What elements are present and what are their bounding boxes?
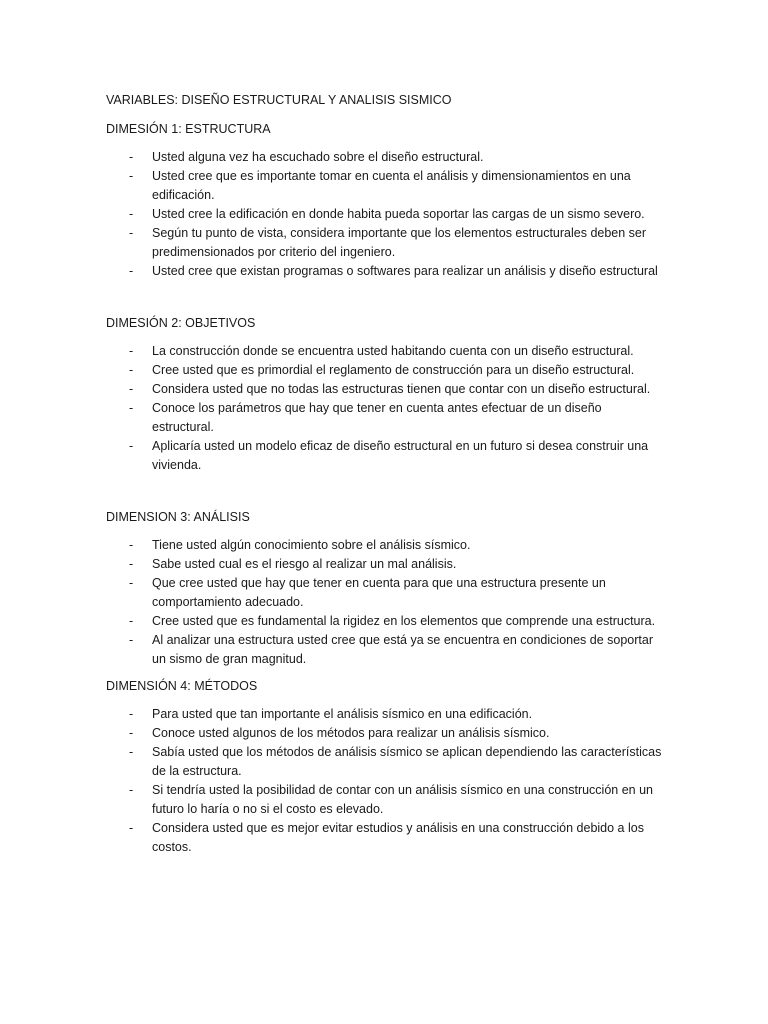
bullet-dash: -	[129, 538, 134, 552]
section-spacer	[106, 475, 706, 508]
section-heading-analisis: DIMENSION 3: ANÁLISIS	[106, 510, 250, 524]
document-title: VARIABLES: DISEÑO ESTRUCTURAL Y ANALISIS SISMICO	[106, 93, 452, 107]
list-item: - Conoce los parámetros que hay que tener en cuenta antes efectuar de un diseño estructural.	[129, 401, 602, 434]
bullet-dash: -	[129, 150, 134, 164]
list-item: - La construcción donde se encuentra usted habitando cuenta con un diseño estructural.	[106, 342, 706, 361]
section-heading-metodos: DIMENSIÓN 4: MÉTODOS	[106, 679, 258, 693]
bullet-dash: -	[129, 169, 134, 183]
bullet-dash: -	[129, 821, 134, 835]
question-list-estructura	[106, 148, 706, 281]
list-item: - Según tu punto de vista, considera importante que los elementos estructurales deben ser predimensionados por criterio del ingeniero.	[129, 226, 647, 259]
question-list-analisis	[106, 536, 706, 669]
section-spacer	[106, 281, 706, 314]
question-list-metodos	[106, 705, 706, 857]
bullet-dash: -	[129, 226, 134, 240]
document-page	[106, 91, 706, 857]
section-heading-estructura: DIMESIÓN 1: ESTRUCTURA	[106, 122, 271, 136]
bullet-dash: -	[129, 576, 134, 590]
list-item: - Sabía usted que los métodos de análisis sísmico se aplican dependiendo las características de la estructura.	[129, 745, 662, 778]
list-item: - Si tendría usted la posibilidad de contar con un análisis sísmico en una construcción en un futuro lo haría o no si el costo es elevado.	[129, 783, 653, 816]
list-item: - Usted cree que existan programas o softwares para realizar un análisis y diseño estructural	[106, 262, 706, 281]
bullet-dash: -	[129, 207, 134, 221]
list-item: - Considera usted que es mejor evitar estudios y análisis en una construcción debido a los costos.	[129, 821, 644, 854]
list-item: - Que cree usted que hay que tener en cuenta para que una estructura presente un comportamiento adecuado.	[129, 576, 606, 609]
list-item: - Cree usted que es primordial el reglamento de construcción para un diseño estructural.	[106, 361, 706, 380]
bullet-dash: -	[129, 439, 134, 453]
bullet-dash: -	[129, 401, 134, 415]
list-item: - Usted cree la edificación en donde habita pueda soportar las cargas de un sismo severo.	[106, 205, 706, 224]
bullet-dash: -	[129, 745, 134, 759]
bullet-dash: -	[129, 344, 134, 358]
list-item: - Para usted que tan importante el análisis sísmico en una edificación.	[106, 705, 706, 724]
list-item: - Considera usted que no todas las estructuras tienen que contar con un diseño estructural.	[106, 380, 706, 399]
section-heading-objetivos: DIMESIÓN 2: OBJETIVOS	[106, 316, 256, 330]
list-item: - Usted cree que es importante tomar en cuenta el análisis y dimensionamientos en una edificación.	[129, 169, 631, 202]
section-spacer	[106, 669, 706, 677]
bullet-dash: -	[129, 783, 134, 797]
list-item: - Sabe usted cual es el riesgo al realizar un mal análisis.	[106, 555, 706, 574]
bullet-dash: -	[129, 264, 134, 278]
list-item: - Usted alguna vez ha escuchado sobre el diseño estructural.	[106, 148, 706, 167]
bullet-dash: -	[129, 382, 134, 396]
list-item: - Cree usted que es fundamental la rigidez en los elementos que comprende una estructura.	[106, 612, 706, 631]
question-list-objetivos	[106, 342, 706, 475]
bullet-dash: -	[129, 726, 134, 740]
bullet-dash: -	[129, 614, 134, 628]
list-item: - Al analizar una estructura usted cree que está ya se encuentra en condiciones de soportar un sismo de gran magnitud.	[129, 633, 654, 666]
list-item: - Conoce usted algunos de los métodos para realizar un análisis sísmico.	[106, 724, 706, 743]
bullet-dash: -	[129, 557, 134, 571]
bullet-dash: -	[129, 707, 134, 721]
bullet-dash: -	[129, 633, 134, 647]
list-item: - Aplicaría usted un modelo eficaz de diseño estructural en un futuro si desea construir una vivienda.	[129, 439, 649, 472]
bullet-dash: -	[129, 363, 134, 377]
list-item: - Tiene usted algún conocimiento sobre el análisis sísmico.	[106, 536, 706, 555]
